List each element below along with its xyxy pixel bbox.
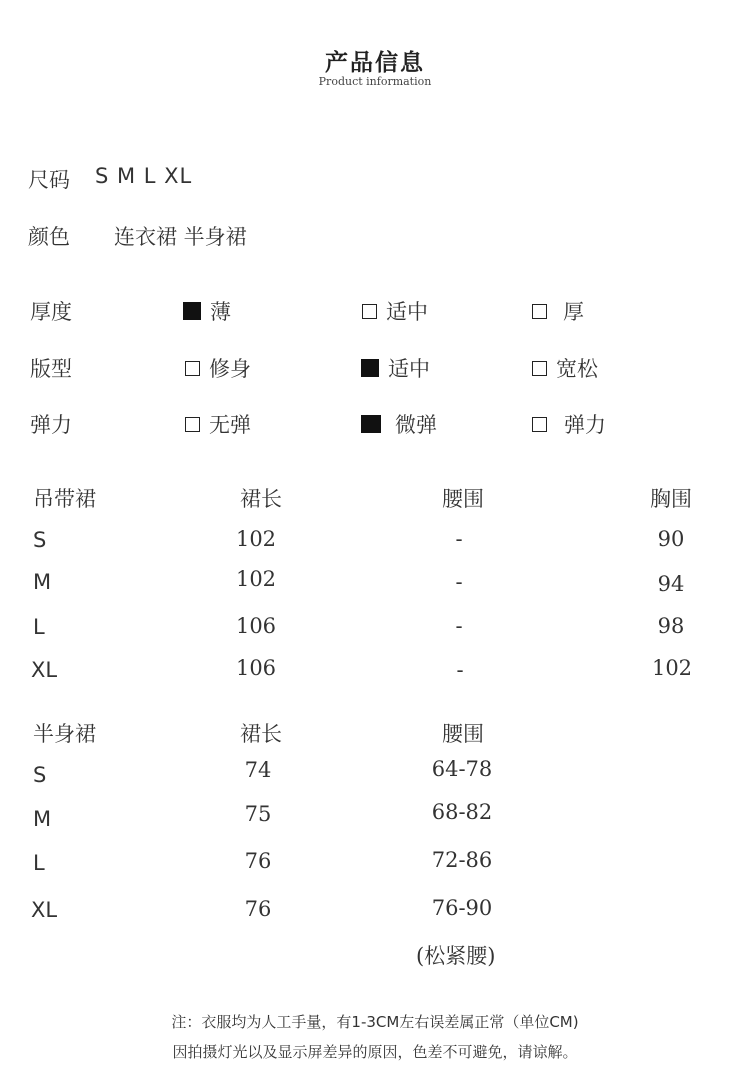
fit-option-regular bbox=[361, 353, 430, 383]
color-label: 颜色 bbox=[28, 225, 70, 249]
stretch-option-none bbox=[185, 409, 251, 439]
option-text: 适中 bbox=[386, 300, 428, 324]
checkbox-checked-icon bbox=[361, 415, 381, 433]
table-header: 腰围 bbox=[442, 487, 484, 511]
table-cell-size: L bbox=[33, 851, 45, 875]
thickness-option-thin bbox=[183, 296, 231, 326]
table-header: 腰围 bbox=[442, 722, 484, 746]
thickness-option-medium bbox=[362, 296, 428, 326]
color-difference-note: 因拍摄灯光以及显示屏差异的原因，色差不可避免，请谅解。 bbox=[172, 1043, 578, 1061]
option-text: 宽松 bbox=[556, 357, 598, 381]
thickness-label: 厚度 bbox=[30, 300, 72, 324]
checkbox-empty-icon bbox=[532, 361, 547, 376]
stretch-option-stretchy bbox=[532, 409, 606, 439]
option-text: 薄 bbox=[210, 300, 231, 324]
option-text: 弹力 bbox=[564, 413, 606, 437]
table-cell: - bbox=[456, 658, 464, 682]
option-text: 修身 bbox=[209, 357, 251, 381]
elastic-waist-note: (松紧腰) bbox=[416, 944, 496, 968]
table-cell: 90 bbox=[657, 527, 685, 551]
table-cell: 106 bbox=[235, 614, 277, 638]
table-cell-size: L bbox=[33, 615, 45, 639]
table-cell: 102 bbox=[235, 567, 277, 591]
fit-option-slim bbox=[185, 353, 251, 383]
table-cell: 94 bbox=[657, 572, 685, 596]
page-title: 产品信息 bbox=[325, 50, 425, 76]
table-cell-size: S bbox=[33, 763, 47, 787]
table-cell: 76 bbox=[244, 849, 272, 873]
table-cell: 106 bbox=[235, 656, 277, 680]
table-header: 裙长 bbox=[240, 722, 282, 746]
table-cell-size: S bbox=[33, 528, 47, 552]
table-cell: 68-82 bbox=[431, 800, 493, 824]
table-header: 裙长 bbox=[240, 487, 282, 511]
table-cell: 102 bbox=[651, 656, 693, 680]
table-cell: 98 bbox=[657, 614, 685, 638]
table-cell-size: XL bbox=[31, 898, 58, 922]
table-cell: 76-90 bbox=[431, 896, 493, 920]
color-value: 连衣裙 半身裙 bbox=[114, 225, 247, 249]
size-value: S M L XL bbox=[95, 164, 193, 188]
table-header: 吊带裙 bbox=[33, 487, 96, 511]
table-cell: 76 bbox=[244, 897, 272, 921]
stretch-label: 弹力 bbox=[30, 413, 72, 437]
page-subtitle: Product information bbox=[318, 75, 432, 88]
option-text: 微弹 bbox=[395, 413, 437, 437]
table-header: 胸围 bbox=[650, 487, 692, 511]
table-cell: - bbox=[455, 527, 463, 551]
stretch-option-slight bbox=[361, 409, 437, 439]
size-label: 尺码 bbox=[28, 168, 70, 192]
table-cell-size: M bbox=[33, 807, 52, 831]
checkbox-checked-icon bbox=[183, 302, 201, 320]
table-cell: 64-78 bbox=[431, 757, 493, 781]
thickness-option-thick bbox=[532, 296, 584, 326]
table-cell-size: XL bbox=[31, 658, 58, 682]
table-cell: 72-86 bbox=[431, 848, 493, 872]
checkbox-empty-icon bbox=[185, 361, 200, 376]
checkbox-empty-icon bbox=[532, 304, 547, 319]
table-cell: 74 bbox=[244, 758, 272, 782]
fit-option-loose bbox=[532, 353, 598, 383]
table-cell: - bbox=[455, 614, 463, 638]
checkbox-empty-icon bbox=[362, 304, 377, 319]
table-cell: - bbox=[455, 570, 463, 594]
fit-label: 版型 bbox=[30, 357, 72, 381]
checkbox-empty-icon bbox=[532, 417, 547, 432]
option-text: 适中 bbox=[388, 357, 430, 381]
measurement-note: 注：衣服均为人工手量，有1-3CM左右误差属正常（单位CM) bbox=[171, 1013, 579, 1031]
table-cell: 102 bbox=[235, 527, 277, 551]
option-text: 无弹 bbox=[209, 413, 251, 437]
table-cell-size: M bbox=[33, 570, 52, 594]
checkbox-checked-icon bbox=[361, 359, 379, 377]
option-text: 厚 bbox=[563, 300, 584, 324]
checkbox-empty-icon bbox=[185, 417, 200, 432]
table-cell: 75 bbox=[244, 802, 272, 826]
table-header: 半身裙 bbox=[33, 722, 96, 746]
